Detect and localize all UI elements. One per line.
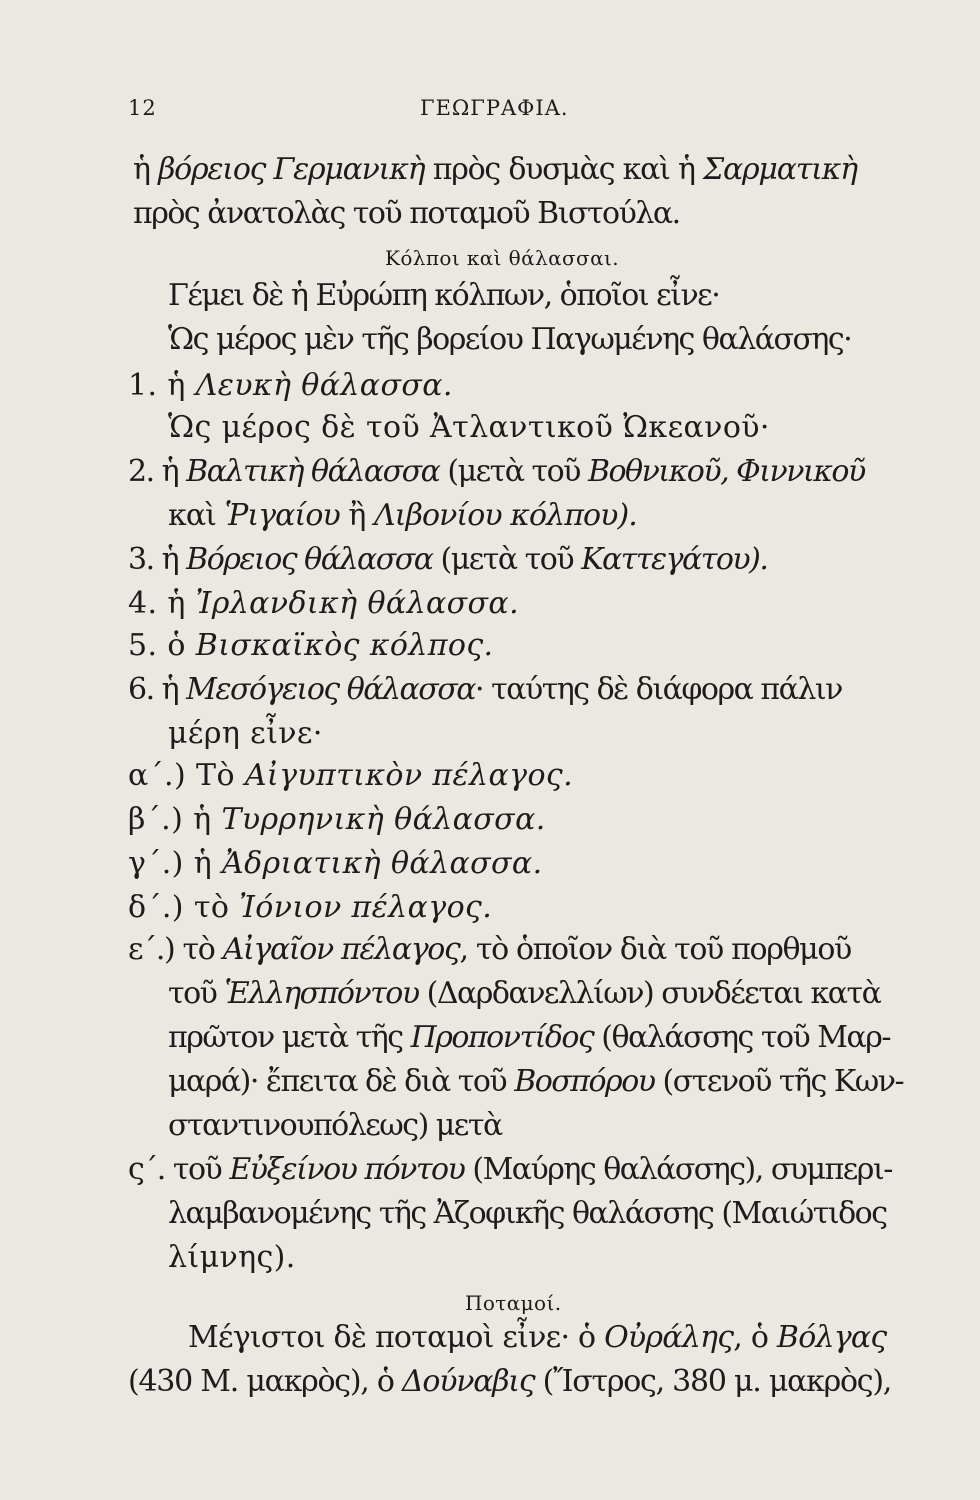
italic-segment: Εὐξείνου πόντου — [229, 1152, 465, 1187]
text-line — [168, 410, 770, 446]
text-line — [128, 846, 543, 882]
italic-segment: Προποντίδος — [410, 1020, 594, 1055]
text-segment: τοῦ — [168, 976, 225, 1011]
text-segment: πρὸς ἀνατολὰς τοῦ ποταμοῦ Βιστούλα. — [133, 196, 680, 231]
italic-segment: Δούναβις — [401, 1364, 535, 1399]
text-segment: μαρά)· ἔπειτα δὲ διὰ τοῦ — [168, 1064, 515, 1099]
text-line — [128, 586, 519, 622]
text-line — [128, 758, 573, 794]
text-segment: ἢ — [339, 498, 375, 533]
page-number: 12 — [128, 96, 157, 120]
italic-segment: βόρειος Γερμανικὴ — [158, 152, 425, 187]
text-line — [168, 498, 637, 534]
italic-segment: Καττεγάτου). — [581, 542, 768, 577]
italic-segment: Τυρρηνικὴ θάλασσα. — [221, 802, 546, 837]
italic-segment: Λιβονίου κόλπου). — [374, 498, 637, 533]
text-line — [168, 1108, 502, 1144]
text-segment: ς΄. τοῦ — [128, 1152, 230, 1187]
text-segment: (430 Μ. μακρὸς), ὁ — [128, 1364, 402, 1399]
text-segment: Μέγιστοι δὲ ποταμοὶ εἶνε· ὁ — [188, 1320, 605, 1355]
text-segment: β΄.) ἡ — [128, 802, 222, 837]
section-heading — [465, 1285, 562, 1321]
italic-segment: Βισκαϊκὸς κόλπος. — [195, 628, 494, 663]
text-segment: 1. ἡ — [128, 368, 196, 403]
italic-segment: Οὐράλης — [604, 1320, 734, 1355]
italic-segment: Αἰγυπτικὸν πέλαγος. — [244, 758, 574, 793]
text-segment: δ΄.) τὸ — [128, 890, 240, 925]
italic-segment: Βοσπόρου — [514, 1064, 655, 1099]
text-segment: σταντινουπόλεως) μετὰ — [168, 1108, 502, 1143]
section-heading — [385, 240, 619, 276]
text-segment: πρῶτον μετὰ τῆς — [168, 1020, 411, 1055]
text-segment: · ταύτης δὲ διάφορα πάλιν — [475, 672, 842, 707]
text-line — [133, 196, 680, 232]
text-segment: (στενοῦ τῆς Κων- — [654, 1064, 904, 1099]
text-line — [128, 368, 453, 404]
text-line — [168, 1064, 903, 1100]
text-segment: γ΄.) ἡ — [128, 846, 223, 881]
italic-segment: Σαρματικὴ — [703, 152, 857, 187]
text-segment: ε΄.) τὸ — [128, 932, 223, 967]
text-line — [168, 278, 719, 314]
italic-segment: Αἰγαῖον πέλαγος — [222, 932, 460, 967]
text-line — [128, 802, 546, 838]
text-line — [128, 1152, 892, 1188]
text-segment: 4. ἡ — [128, 586, 196, 621]
text-line — [128, 542, 767, 578]
text-line — [128, 890, 492, 926]
text-segment: 3. ἡ — [128, 542, 187, 577]
text-segment: λίμνης). — [168, 1240, 296, 1275]
text-segment: , ὁ — [733, 1320, 777, 1355]
text-segment: πρὸς δυσμὰς καὶ ἡ — [424, 152, 704, 187]
italic-segment: Ἑλλησπόντου — [224, 976, 419, 1011]
text-line — [128, 932, 851, 968]
running-head: ΓΕΩΓΡΑΦΙΑ. — [420, 96, 569, 120]
text-line — [168, 716, 323, 752]
italic-segment: Ἰόνιον πέλαγος. — [239, 890, 493, 925]
italic-segment: Βαλτικὴ θάλασσα — [186, 454, 440, 489]
italic-segment: Ἀδριατικὴ θάλασσα. — [222, 846, 543, 881]
text-segment: 6. ἡ — [128, 672, 187, 707]
italic-segment: Ἰρλανδικὴ θάλασσα. — [195, 586, 519, 621]
text-line — [128, 454, 865, 490]
text-segment: (Δαρδανελλίων) συνδέεται κατὰ — [418, 976, 881, 1011]
text-segment: μέρη εἶνε· — [168, 716, 323, 751]
text-segment: λαμβανομένης τῆς Ἀζοφικῆς θαλάσσης (Μαιώτιδος — [168, 1196, 887, 1231]
italic-segment: Λευκὴ θάλασσα. — [195, 368, 453, 403]
text-line — [128, 672, 842, 708]
text-segment: Ποταμοί. — [465, 1291, 562, 1315]
text-segment: α΄.) Τὸ — [128, 758, 245, 793]
text-segment: (μετὰ τοῦ — [432, 542, 582, 577]
text-line — [168, 322, 851, 358]
italic-segment: Βόρειος θάλασσα — [186, 542, 433, 577]
text-line — [128, 1364, 891, 1400]
text-segment: Γέμει δὲ ἡ Εὐρώπη κόλπων, ὁποῖοι εἶνε· — [168, 278, 720, 313]
italic-segment: Μεσόγειος θάλασσα — [186, 672, 476, 707]
text-segment: Κόλποι καὶ θάλασσαι. — [385, 246, 619, 270]
text-segment: καὶ — [168, 498, 225, 533]
text-line — [168, 976, 880, 1012]
text-line — [168, 1240, 296, 1276]
text-segment: Ὡς μέρος μὲν τῆς βορείου Παγωμένης θαλάσσης· — [168, 322, 852, 357]
italic-segment: Βοθνικοῦ, Φιννικοῦ — [587, 454, 865, 489]
text-segment: , τὸ ὁποῖον διὰ τοῦ πορθμοῦ — [459, 932, 851, 967]
text-segment: (Ἴστρος, 380 μ. μακρὸς), — [534, 1364, 892, 1399]
text-segment: 2. ἡ — [128, 454, 187, 489]
italic-segment: Ῥιγαίου — [224, 498, 340, 533]
text-segment: ἡ — [133, 152, 159, 187]
text-segment: 5. ὁ — [128, 628, 196, 663]
text-line — [133, 152, 857, 188]
text-line — [168, 1020, 890, 1056]
text-line — [168, 1196, 887, 1232]
text-segment: (μετὰ τοῦ — [439, 454, 588, 489]
text-segment: (θαλάσσης τοῦ Μαρ- — [593, 1020, 891, 1055]
text-segment: (Μαύρης θαλάσσης), συμπερι- — [464, 1152, 892, 1187]
italic-segment: Βόλγας — [776, 1320, 887, 1355]
text-line — [128, 628, 493, 664]
text-line — [188, 1320, 886, 1356]
text-segment: Ὡς μέρος δὲ τοῦ Ἀτλαντικοῦ Ὠκεανοῦ· — [168, 410, 770, 445]
